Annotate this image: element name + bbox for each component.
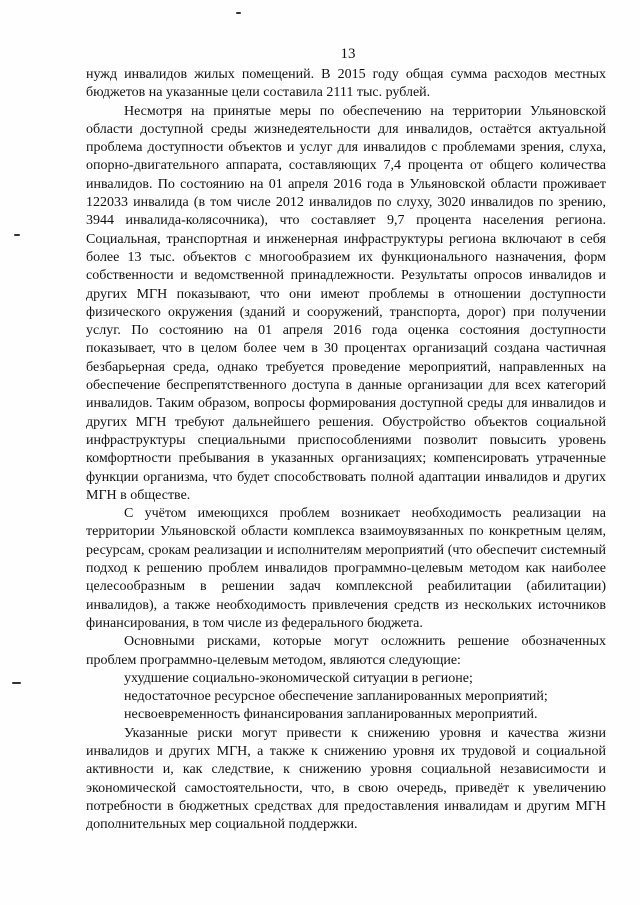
paragraph: нужд инвалидов жилых помещений. В 2015 году общая сумма расходов местных бюджетов на указанные цели составила 2111 тыс. рублей. [86, 67, 606, 101]
scan-speck [236, 12, 241, 14]
page-number: 13 [340, 46, 356, 62]
list-item: ухудшение социально-экономической ситуации в регионе; [124, 670, 473, 686]
scan-speck [14, 234, 20, 236]
scan-speck [12, 682, 21, 684]
paragraph: Основными рисками, которые могут осложнить решение обозначенных проблем программно-целевым методом, являются следующие: [86, 634, 606, 668]
paragraph: Указанные риски могут привести к снижению уровня и качества жизни инвалидов и других МГН, а также к снижению уровня их трудовой и социальной активности и, как следствие, к снижению уровня социальной независимости и экономической самостоятельности, что, в свою очередь, приведёт к увеличению потребности в бюджетных средствах для предоставления инвалидам и другим МГН дополнительных мер социальной поддержки. [86, 725, 606, 833]
list-item: несвоевременность финансирования запланированных мероприятий. [124, 707, 538, 723]
list-item: недостаточное ресурсное обеспечение запланированных мероприятий; [124, 689, 548, 705]
paragraph: С учётом имеющихся проблем возникает необходимость реализации на территории Ульяновской области комплекса взаимоувязанных по конкретным целям, ресурсам, срокам реализации и исполнителям мероприятий (что обеспечит системный подход к решению проблем инвалидов программно-целевым методом как наиболее целесообразным в решении задач комплексной реабилитации (абилитации) инвалидов), а также необходимость привлечения средств из нескольких источников финансирования, в том числе из федерального бюджета. [86, 506, 606, 631]
paragraph: Несмотря на принятые меры по обеспечению на территории Ульяновской области доступной среды жизнедеятельности для инвалидов, остаётся актуальной проблема доступности объектов и услуг для инвалидов с проблемами зрения, слуха, опорно-двигательного аппарата, составляющих 7,4 процента от общего количества инвалидов. По состоянию на 01 апреля 2016 года в Ульяновской области проживает 122033 инвалида (в том числе 2012 инвалидов по слуху, 3020 инвалидов по зрению, 3944 инвалида-колясочника), что составляет 9,7 процента населения региона. Социальная, транспортная и инженерная инфраструктуры региона включают в себя более 13 тыс. объектов с многообразием их функционального назначения, форм собственности и ведомственной принадлежности. Результаты опросов инвалидов и других МГН показывают, что они имеют проблемы в отношении доступности физического окружения (зданий и сооружений, транспорта, дорог) при получении услуг. По состоянию на 01 апреля 2016 года оценка состояния доступности показывает, что в целом более чем в 30 процентах организаций создана частичная безбарьерная среда, однако требуется проведение мероприятий, направленных на обеспечение беспрепятственного доступа в данные организации для всех категорий инвалидов. Таким образом, вопросы формирования доступной среды для инвалидов и других МГН требуют дальнейшего решения. Обустройство объектов социальной инфраструктуры специальными приспособлениями позволит повысить уровень комфортности пребывания в указанных организациях; компенсировать утраченные функции организма, что будет способствовать полной адаптации инвалидов и других МГН в обществе. [86, 103, 606, 503]
body-text [86, 66, 606, 834]
